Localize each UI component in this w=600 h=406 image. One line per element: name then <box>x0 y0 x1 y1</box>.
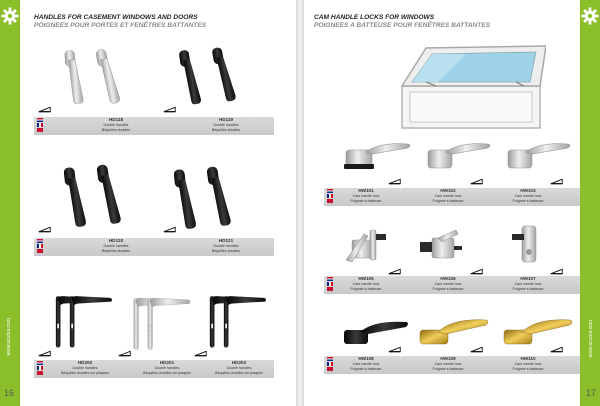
product-caption <box>500 357 556 371</box>
dimension-icon <box>388 268 402 275</box>
accent-strip <box>580 0 600 406</box>
gear-logo-icon <box>580 6 600 26</box>
product-info-bar <box>324 276 580 294</box>
website-label: www.acunia.com <box>6 318 12 356</box>
product-image-hd202 <box>206 290 276 357</box>
switzerland-flag-icon <box>327 287 333 291</box>
product-name-en: Cam handle lock <box>434 193 462 198</box>
product-caption <box>338 189 394 203</box>
product-name-fr: Poignée à batteuse <box>350 198 382 203</box>
product-code: HW105 <box>358 276 374 281</box>
window-illustration <box>396 44 546 135</box>
page-subtitle: POIGNEES A BATTEUSE POUR FENÊTRES BATTANTES <box>314 22 491 29</box>
dimension-icon <box>38 350 52 357</box>
page-title: HANDLES FOR CASEMENT WINDOWS AND DOORS <box>34 14 198 21</box>
product-name-fr: Béquilles doubles <box>211 248 241 253</box>
product-caption <box>86 118 146 132</box>
product-code: HD120 <box>108 238 124 243</box>
accent-strip <box>0 0 20 406</box>
dimension-icon <box>38 226 52 233</box>
product-code: HW101 <box>358 188 374 193</box>
product-caption <box>500 189 556 203</box>
product-name-fr: Poignée à batteuse <box>432 366 464 371</box>
product-name-fr: Poignée à batteuse <box>512 198 544 203</box>
product-caption <box>338 357 394 371</box>
product-name-en: Double handles <box>213 122 239 127</box>
product-code: HW110 <box>520 356 536 361</box>
dimension-icon <box>38 106 52 113</box>
product-image-hd120 <box>60 160 140 237</box>
product-name-fr: Poignée à batteuse <box>432 198 464 203</box>
product-caption <box>132 361 202 375</box>
product-code: HD202 <box>231 360 247 365</box>
product-name-en: Cam handle lock <box>352 193 380 198</box>
product-image-hd200 <box>52 290 122 357</box>
product-name-fr: Poignée à batteuse <box>432 286 464 291</box>
product-image-hw107 <box>504 222 560 271</box>
product-name-fr: Poignée à batteuse <box>512 286 544 291</box>
language-flags <box>327 189 335 204</box>
product-image-hw110 <box>500 316 576 355</box>
switzerland-flag-icon <box>37 128 43 132</box>
product-name-en: Cam handle lock <box>434 281 462 286</box>
page-subtitle: POIGNEES POUR PORTES ET FENÊTRES BATTANTES <box>34 22 207 29</box>
product-info-bar <box>34 238 274 256</box>
product-image-hw101 <box>342 138 412 179</box>
page-title: CAM HANDLE LOCKS FOR WINDOWS <box>314 14 435 21</box>
product-caption <box>192 239 260 253</box>
product-code: HD121 <box>218 238 234 243</box>
product-code: HW102 <box>440 188 456 193</box>
product-name-en: Cam handle lock <box>514 281 542 286</box>
dimension-icon <box>550 178 564 185</box>
france-flag-icon <box>37 123 43 127</box>
language-flags <box>37 118 45 133</box>
dimension-icon <box>550 346 564 353</box>
product-name-en: Double handles <box>72 365 98 370</box>
dimension-icon <box>194 350 208 357</box>
product-code: HD119 <box>218 117 234 122</box>
france-flag-icon <box>37 366 43 370</box>
france-flag-icon <box>327 282 333 286</box>
page-number: 16 <box>4 388 15 398</box>
page-number: 17 <box>585 388 596 398</box>
language-flags <box>37 239 45 254</box>
france-flag-icon <box>37 244 43 248</box>
product-info-bar <box>324 188 580 206</box>
product-name-fr: Béquilles doubles sur plaques <box>215 370 263 375</box>
product-name-en: Cam handle lock <box>514 361 542 366</box>
product-image-hd118 <box>60 46 140 117</box>
product-caption <box>420 357 476 371</box>
switzerland-flag-icon <box>327 367 333 371</box>
product-caption <box>52 361 118 375</box>
uk-flag-icon <box>327 357 333 361</box>
product-image-hw105 <box>342 226 408 271</box>
product-caption <box>420 189 476 203</box>
product-code: HD201 <box>159 360 175 365</box>
product-name-en: Double handles <box>213 243 239 248</box>
uk-flag-icon <box>327 189 333 193</box>
dimension-icon <box>550 268 564 275</box>
product-image-hd201 <box>130 292 200 359</box>
dimension-icon <box>470 268 484 275</box>
product-name-en: Cam handle lock <box>434 361 462 366</box>
product-caption <box>338 277 394 291</box>
product-image-hd119 <box>176 40 256 117</box>
product-image-hw103 <box>504 138 574 179</box>
product-code: HW107 <box>520 276 536 281</box>
product-image-hw102 <box>424 138 494 179</box>
product-code: HD118 <box>108 117 124 122</box>
uk-flag-icon <box>37 361 43 365</box>
product-code: HW109 <box>440 356 456 361</box>
left-page <box>0 0 296 406</box>
product-image-hw106 <box>416 226 482 271</box>
dimension-icon <box>470 346 484 353</box>
product-image-hd121 <box>170 162 250 239</box>
language-flags <box>327 357 335 372</box>
language-flags <box>327 277 335 292</box>
product-code: HW103 <box>520 188 536 193</box>
gear-logo-icon <box>0 6 20 26</box>
product-name-fr: Béquilles doubles sur plaques <box>61 370 109 375</box>
product-name-en: Cam handle lock <box>352 361 380 366</box>
product-code: HW108 <box>358 356 374 361</box>
france-flag-icon <box>327 362 333 366</box>
dimension-icon <box>388 178 402 185</box>
product-name-fr: Béquilles doubles <box>101 127 131 132</box>
product-code: HW106 <box>440 276 456 281</box>
product-name-en: Cam handle lock <box>514 193 542 198</box>
product-caption <box>204 361 274 375</box>
website-label: www.acunia.com <box>588 320 594 358</box>
product-name-en: Double handles <box>103 243 129 248</box>
switzerland-flag-icon <box>327 199 333 203</box>
product-info-bar <box>34 360 274 378</box>
dimension-icon <box>470 178 484 185</box>
france-flag-icon <box>327 194 333 198</box>
product-name-en: Double handles <box>226 365 252 370</box>
dimension-icon <box>388 346 402 353</box>
product-name-fr: Poignée à batteuse <box>512 366 544 371</box>
language-flags <box>37 361 45 376</box>
uk-flag-icon <box>37 118 43 122</box>
product-caption <box>86 239 146 253</box>
uk-flag-icon <box>327 277 333 281</box>
product-name-fr: Poignée à batteuse <box>350 286 382 291</box>
product-info-bar <box>324 356 580 374</box>
product-caption <box>420 277 476 291</box>
book-gutter <box>296 0 304 406</box>
product-name-en: Double handles <box>103 122 129 127</box>
product-code: HD200 <box>77 360 93 365</box>
dimension-icon <box>118 350 132 357</box>
right-page <box>304 0 600 406</box>
product-name-fr: Béquilles doubles <box>101 248 131 253</box>
product-info-bar <box>34 117 274 135</box>
product-name-fr: Béquilles doubles sur plaques <box>143 370 191 375</box>
switzerland-flag-icon <box>37 371 43 375</box>
product-name-en: Cam handle lock <box>352 281 380 286</box>
dimension-icon <box>163 106 177 113</box>
product-name-en: Double handles <box>154 365 180 370</box>
uk-flag-icon <box>37 239 43 243</box>
dimension-icon <box>163 226 177 233</box>
product-caption <box>500 277 556 291</box>
switzerland-flag-icon <box>37 249 43 253</box>
product-name-fr: Béquilles doubles <box>211 127 241 132</box>
product-name-fr: Poignée à batteuse <box>350 366 382 371</box>
product-caption <box>192 118 260 132</box>
